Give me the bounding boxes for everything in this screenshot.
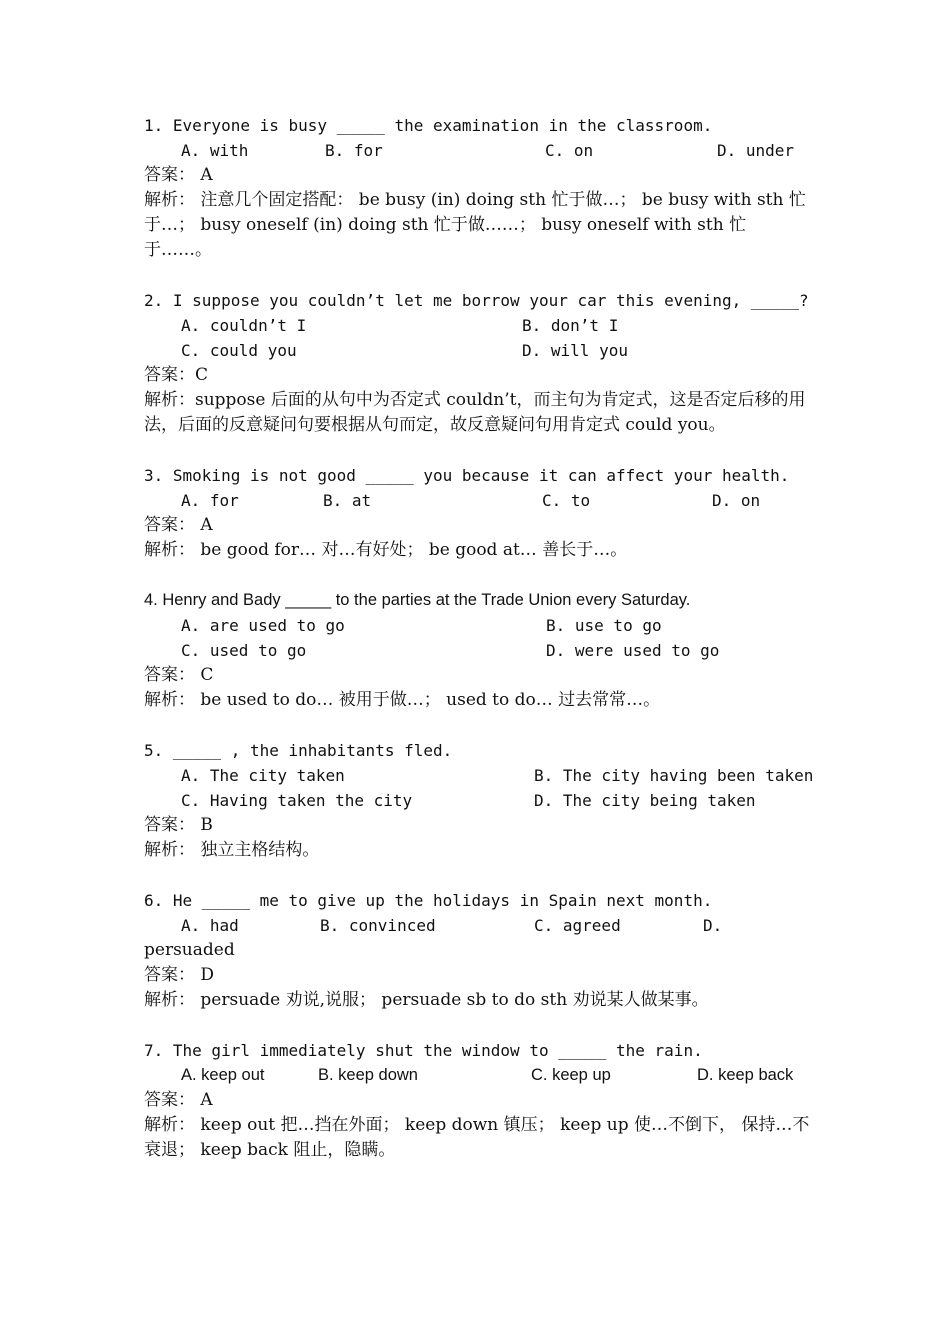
options-row bbox=[144, 1063, 812, 1088]
option-b: B. don’t I bbox=[522, 316, 619, 335]
answer: 答案： A bbox=[144, 1090, 213, 1110]
option-b: B. keep down bbox=[318, 1066, 418, 1084]
options-row bbox=[144, 913, 812, 938]
options-row bbox=[144, 138, 812, 163]
answer: 答案： C bbox=[144, 665, 214, 685]
question-6 bbox=[144, 888, 812, 1013]
option-a: A. for bbox=[181, 491, 239, 510]
option-c: C. agreed bbox=[534, 916, 621, 935]
option-b: B. use to go bbox=[546, 616, 662, 635]
explanation: 解析： be good for… 对…有好处； be good at… 善长于…。 bbox=[144, 540, 628, 560]
option-d: D. bbox=[703, 916, 723, 935]
question-stem: 3. Smoking is not good _____ you because it can affect your health. bbox=[144, 466, 790, 485]
question-1 bbox=[144, 113, 812, 263]
option-a: A. with bbox=[181, 141, 249, 160]
option-a: A. are used to go bbox=[181, 616, 345, 635]
question-stem: 2. I suppose you couldn’t let me borrow your car this evening, _____? bbox=[144, 291, 809, 310]
option-c: C. on bbox=[545, 141, 594, 160]
explanation: 解析： keep out 把…挡在外面； keep down 镇压； keep up 使…不倒下， 保持…不衰退； keep back 阻止，隐瞒。 bbox=[144, 1115, 810, 1160]
option-d-text: persuaded bbox=[144, 940, 235, 960]
option-a: A. The city taken bbox=[181, 766, 345, 785]
question-3 bbox=[144, 463, 812, 563]
option-a: A. had bbox=[181, 916, 239, 935]
question-stem: 5. _____ , the inhabitants fled. bbox=[144, 741, 453, 760]
question-4 bbox=[144, 588, 812, 713]
option-a: A. keep out bbox=[181, 1066, 265, 1084]
option-c: C. to bbox=[542, 491, 591, 510]
option-d: D. The city being taken bbox=[534, 791, 756, 810]
explanation: 解析： 注意几个固定搭配： be busy (in) doing sth 忙于做…； be busy with sth 忙于…； busy oneself (in) doing sth 忙于做……； busy oneself with sth 忙于……。 bbox=[144, 190, 806, 260]
option-b: B. for bbox=[325, 141, 383, 160]
question-stem: 1. Everyone is busy _____ the examination in the classroom. bbox=[144, 116, 713, 135]
answer: 答案： A bbox=[144, 165, 213, 185]
option-d: D. on bbox=[712, 491, 761, 510]
option-c: C. used to go bbox=[181, 641, 307, 660]
options-row bbox=[144, 763, 812, 788]
question-7 bbox=[144, 1038, 812, 1163]
option-d: D. keep back bbox=[697, 1066, 794, 1084]
explanation: 解析：suppose 后面的从句中为否定式 couldn’t，而主句为肯定式，这是否定后移的用法，后面的反意疑问句要根据从句而定，故反意疑问句用肯定式 could you。 bbox=[144, 390, 806, 435]
options-row bbox=[144, 613, 812, 638]
question-list bbox=[144, 113, 812, 1188]
option-d: D. were used to go bbox=[546, 641, 720, 660]
option-c: C. Having taken the city bbox=[181, 791, 413, 810]
question-stem: 4. Henry and Bady _____ to the parties at the Trade Union every Saturday. bbox=[144, 591, 691, 609]
option-b: B. The city having been taken bbox=[534, 766, 814, 785]
options-row bbox=[144, 338, 812, 363]
option-b: B. at bbox=[323, 491, 372, 510]
option-a: A. couldn’t I bbox=[181, 316, 307, 335]
answer: 答案： D bbox=[144, 965, 215, 985]
options-row bbox=[144, 638, 812, 663]
answer: 答案：C bbox=[144, 365, 209, 385]
question-5 bbox=[144, 738, 812, 863]
question-stem: 6. He _____ me to give up the holidays in Spain next month. bbox=[144, 891, 713, 910]
options-row bbox=[144, 488, 812, 513]
question-stem: 7. The girl immediately shut the window to _____ the rain. bbox=[144, 1041, 703, 1060]
option-d: D. under bbox=[717, 141, 795, 160]
option-c: C. keep up bbox=[531, 1066, 611, 1084]
option-d: D. will you bbox=[522, 341, 628, 360]
explanation: 解析： 独立主格结构。 bbox=[144, 840, 320, 860]
explanation: 解析： persuade 劝说,说服； persuade sb to do sth 劝说某人做某事。 bbox=[144, 990, 709, 1010]
question-2 bbox=[144, 288, 812, 438]
options-row bbox=[144, 313, 812, 338]
answer: 答案： A bbox=[144, 515, 213, 535]
option-b: B. convinced bbox=[320, 916, 436, 935]
explanation: 解析： be used to do… 被用于做…； used to do… 过去常常…。 bbox=[144, 690, 661, 710]
options-row bbox=[144, 788, 812, 813]
option-c: C. could you bbox=[181, 341, 297, 360]
answer: 答案： B bbox=[144, 815, 213, 835]
